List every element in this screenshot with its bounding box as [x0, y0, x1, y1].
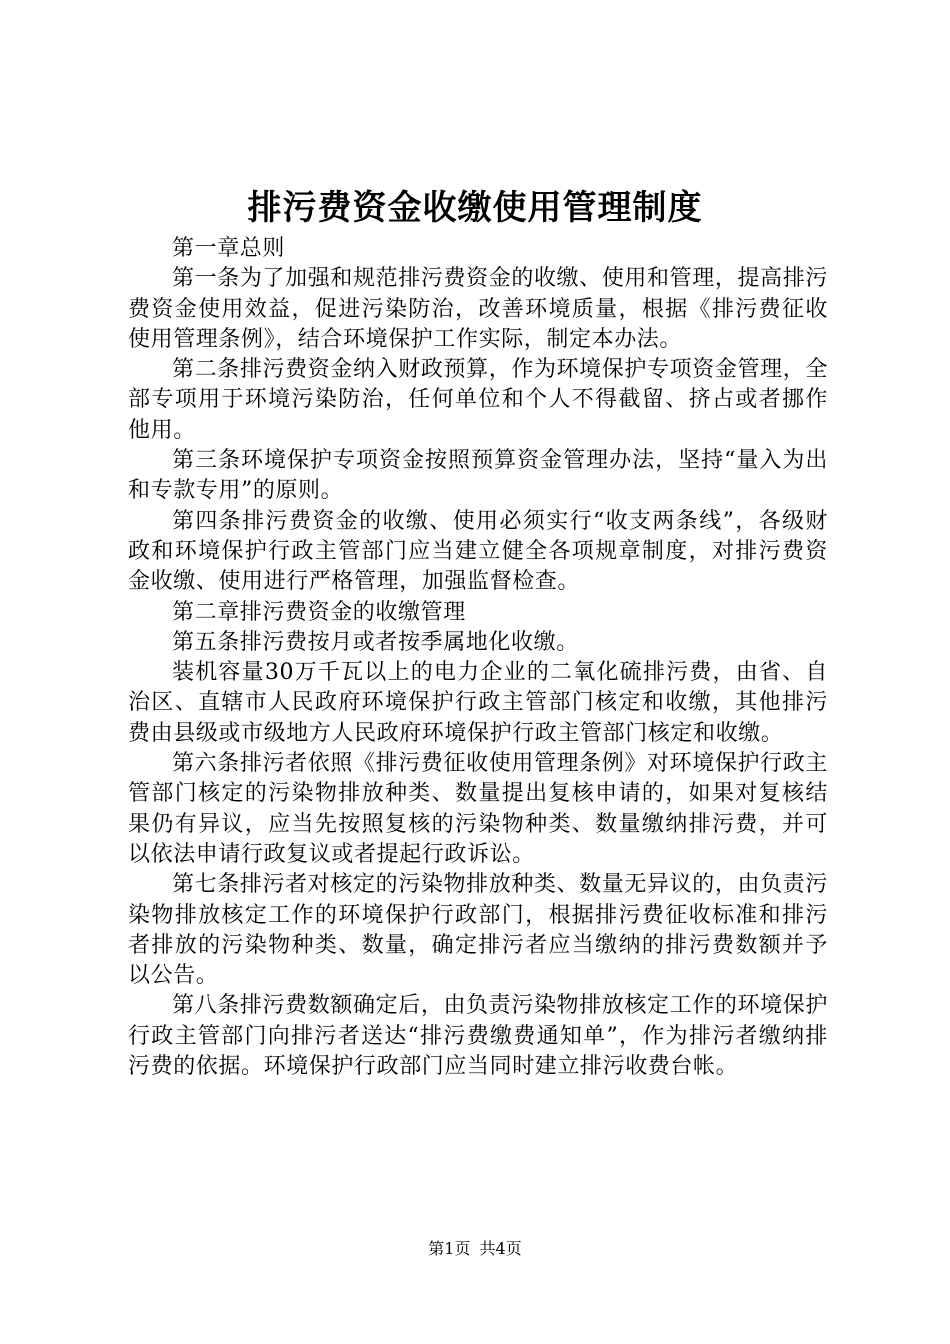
article-3: 第三条环境保护专项资金按照预算资金管理办法，坚持“量入为出和专款专用”的原则。: [128, 448, 828, 504]
chapter-heading-1: 第一章总则: [172, 236, 286, 261]
document-body: [128, 234, 828, 1082]
chapter-heading-2: 第二章排污费资金的收缴管理: [172, 599, 466, 625]
article-6: 第六条排污者依照《排污费征收使用管理条例》对环境保护行政主管部门核定的污染物排放种类、数量提出复核申请的，如果对复核结果仍有异议，应当先按照复核的污染物种类、数量缴纳排污费，并可以依法申请行政复议或者提起行政诉讼。: [128, 751, 828, 867]
page-total: 共4页: [479, 1239, 522, 1258]
article-7: 第七条排污者对核定的污染物排放种类、数量无异议的，由负责污染物排放核定工作的环境保护行政部门，根据排污费征收标准和排污者排放的污染物种类、数量，确定排污者应当缴纳的排污费数额并予以公告。: [128, 872, 828, 989]
article-4: 第四条排污费资金的收缴、使用必须实行“收支两条线”，各级财政和环境保护行政主管部门应当建立健全各项规章制度，对排污费资金收缴、使用进行严格管理，加强监督检查。: [128, 508, 828, 595]
document-title: 排污费资金收缴使用管理制度: [247, 188, 703, 228]
article-5: 第五条排污费按月或者按季属地化收缴。: [172, 629, 579, 655]
article-8: 第八条排污费数额确定后，由负责污染物排放核定工作的环境保护行政主管部门向排污者送达“排污费缴费通知单”，作为排污者缴纳排污费的依据。环境保护行政部门应当同时建立排污收费台帐。: [128, 993, 828, 1080]
article-2: 第二条排污费资金纳入财政预算，作为环境保护专项资金管理，全部专项用于环境污染防治，任何单位和个人不得截留、挤占或者挪作他用。: [128, 357, 828, 443]
article-1: 第一条为了加强和规范排污费资金的收缴、使用和管理，提高排污费资金使用效益，促进污染防治，改善环境质量，根据《排污费征收使用管理条例》，结合环境保护工作实际，制定本办法。: [128, 266, 828, 352]
article-5-detail: 装机容量30万千瓦以上的电力企业的二氧化硫排污费，由省、自治区、直辖市人民政府环境保护行政主管部门核定和收缴，其他排污费由县级或市级地方人民政府环境保护行政主管部门核定和收缴。: [128, 660, 828, 746]
page-footer: [0, 1238, 950, 1260]
page-number: 第1页: [428, 1239, 471, 1258]
